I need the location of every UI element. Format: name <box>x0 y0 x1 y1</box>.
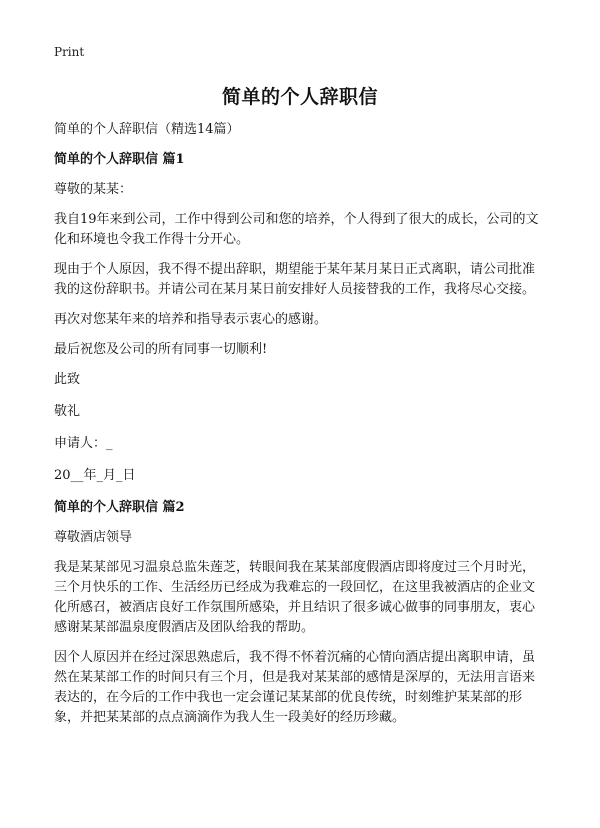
salutation-1: 尊敬的某某： <box>54 182 133 197</box>
date-line: 20__年_月_日 <box>54 468 136 483</box>
paragraph: 再次对您某年来的培养和指导表示衷心的感谢。 <box>54 312 328 327</box>
page-title: 简单的个人辞职信 <box>221 86 378 108</box>
section-heading-2: 简单的个人辞职信 篇2 <box>54 500 185 515</box>
paragraph: 因个人原因并在经过深思熟虑后，我不得不怀着沉痛的心情向酒店提出离职申请，虽然在某某部工作的时间只有三个月，但是我对某某部的感情是深厚的，无法用言语来表达的，在今后的工作中我也一定会谨记某某部的优良传统，时刻维护某某部的形象，并把某某部的点点滴滴作为我人生一段美好的经历珍藏。 <box>54 650 536 725</box>
salutation-2: 尊敬酒店领导 <box>54 530 133 545</box>
document-subtitle: 简单的个人辞职信（精选14篇） <box>54 122 240 137</box>
applicant-line: 申请人：_ <box>54 436 113 451</box>
print-link[interactable]: Print <box>54 45 85 59</box>
closing-line: 敬礼 <box>54 404 81 419</box>
paragraph: 我是某某部见习温泉总监朱莲芝，转眼间我在某某部度假酒店即将度过三个月时光，三个月快乐的工作、生活经历已经成为我难忘的一段回忆，在这里我被酒店的企业文化所感召，被酒店良好工作氛围所感染，并且结识了很多诚心做事的同事朋友，衷心感谢某某部温泉度假酒店及团队给我的帮助。 <box>54 560 536 635</box>
paragraph: 最后祝您及公司的所有同事一切顺利! <box>54 342 268 357</box>
closing-line: 此致 <box>54 372 81 387</box>
paragraph: 我自19年来到公司，工作中得到公司和您的培养，个人得到了很大的成长，公司的文化和环境也令我工作得十分开心。 <box>54 212 539 247</box>
document-body <box>54 120 544 738</box>
section-heading-1: 简单的个人辞职信 篇1 <box>54 152 185 167</box>
paragraph: 现由于个人原因，我不得不提出辞职，期望能于某年某月某日正式离职，请公司批准我的这份辞职书。并请公司在某月某日前安排好人员接替我的工作，我将尽心交接。 <box>54 262 536 297</box>
